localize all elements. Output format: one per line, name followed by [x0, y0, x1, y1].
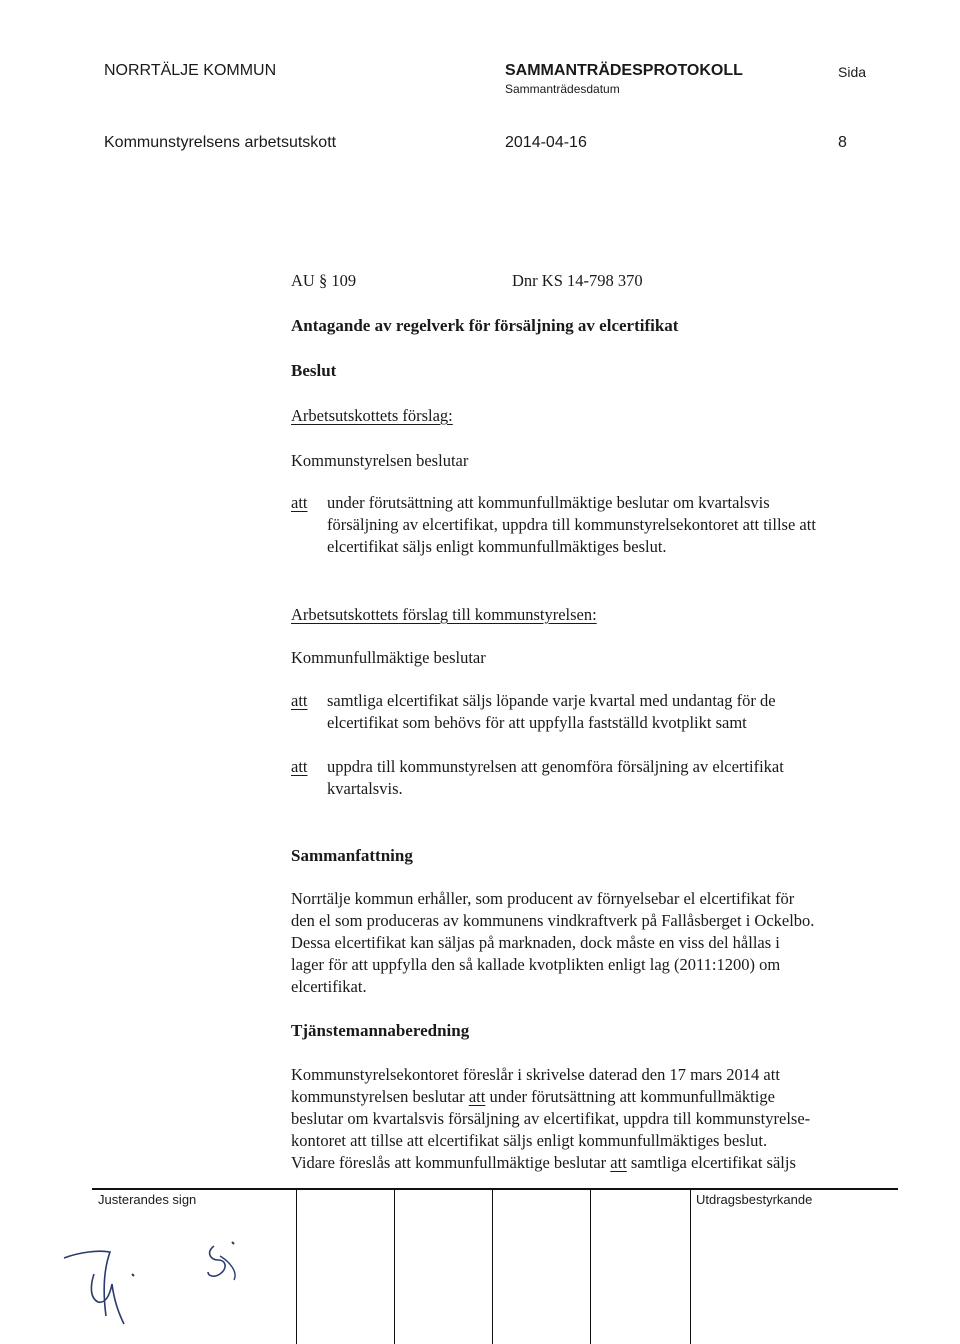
date-label: Sammanträdesdatum	[505, 82, 620, 96]
preparation-line	[291, 1086, 775, 1108]
att-keyword: att	[610, 1153, 627, 1172]
handwritten-initials	[50, 1216, 270, 1336]
summary-line: den el som produceras av kommunens vindkraftverk på Fallåsberget i Ockelbo.	[291, 911, 815, 930]
table-divider	[492, 1188, 493, 1344]
proposal1-intro: Kommunstyrelsen beslutar	[291, 451, 469, 470]
proposal2-heading: Arbetsutskottets förslag till kommunstyrelsen:	[291, 605, 597, 624]
table-divider	[296, 1188, 297, 1344]
summary-line: Norrtälje kommun erhåller, som producent av förnyelsebar el elcertifikat för	[291, 889, 795, 908]
case-title: Antagande av regelverk för försäljning av elcertifikat	[291, 316, 679, 335]
text-span: samtliga elcertifikat säljs	[626, 1153, 796, 1172]
summary-line: lager för att uppfylla den så kallade kvotplikten enligt lag (2011:1200) om	[291, 955, 781, 974]
page-number: 8	[838, 134, 847, 151]
decision-heading: Beslut	[291, 361, 337, 380]
table-divider	[590, 1188, 591, 1344]
att-keyword: att	[468, 1087, 486, 1106]
item-line: uppdra till kommunstyrelsen att genomföra försäljning av elcertifikat	[327, 757, 784, 776]
text-span: under förutsättning att kommunfullmäktige	[485, 1087, 775, 1106]
section-number: AU § 109	[291, 271, 357, 290]
table-top-border	[92, 1188, 898, 1190]
item-line: kvartalsvis.	[327, 779, 403, 798]
document-title: SAMMANTRÄDESPROTOKOLL	[505, 62, 743, 79]
meeting-date: 2014-04-16	[505, 134, 587, 151]
preparation-line	[291, 1152, 796, 1174]
case-number: Dnr KS 14-798 370	[512, 271, 643, 290]
department-name: Kommunstyrelsens arbetsutskott	[104, 134, 337, 151]
utdragsbestyrkande-label: Utdragsbestyrkande	[696, 1192, 813, 1207]
preparation-line: Kommunstyrelsekontoret föreslår i skrivelse daterad den 17 mars 2014 att	[291, 1065, 780, 1084]
text-span: Vidare föreslås att kommunfullmäktige beslutar	[291, 1153, 611, 1172]
table-divider	[394, 1188, 395, 1344]
summary-line: elcertifikat.	[291, 977, 367, 996]
item-line: elcertifikat säljs enligt kommunfullmäktiges beslut.	[327, 537, 667, 556]
justerandes-sign-label: Justerandes sign	[98, 1192, 197, 1207]
preparation-line: beslutar om kvartalsvis försäljning av elcertifikat, uppdra till kommunstyrelse-	[291, 1109, 811, 1128]
item-line: försäljning av elcertifikat, uppdra till kommunstyrelsekontoret att tillse att	[327, 515, 816, 534]
preparation-heading: Tjänstemannaberedning	[291, 1021, 470, 1040]
table-divider	[690, 1188, 691, 1344]
proposal2-intro: Kommunfullmäktige beslutar	[291, 648, 486, 667]
preparation-line: kontoret att tillse att elcertifikat säljs enligt kommunfullmäktiges beslut.	[291, 1131, 768, 1150]
att-keyword: att	[291, 493, 308, 512]
item-line: elcertifikat som behövs för att uppfylla fastställd kvotplikt samt	[327, 713, 747, 732]
item-line: samtliga elcertifikat säljs löpande varje kvartal med undantag för de	[327, 691, 776, 710]
text-span: kommunstyrelsen beslutar	[291, 1087, 469, 1106]
att-keyword: att	[291, 691, 308, 710]
att-keyword: att	[291, 757, 308, 776]
summary-line: Dessa elcertifikat kan säljas på marknaden, dock måste en viss del hållas i	[291, 933, 780, 952]
proposal1-heading: Arbetsutskottets förslag:	[291, 406, 453, 425]
page-label: Sida	[838, 64, 867, 80]
item-line: under förutsättning att kommunfullmäktige beslutar om kvartalsvis	[327, 493, 770, 512]
summary-heading: Sammanfattning	[291, 846, 413, 865]
organization-name: NORRTÄLJE KOMMUN	[104, 62, 277, 79]
